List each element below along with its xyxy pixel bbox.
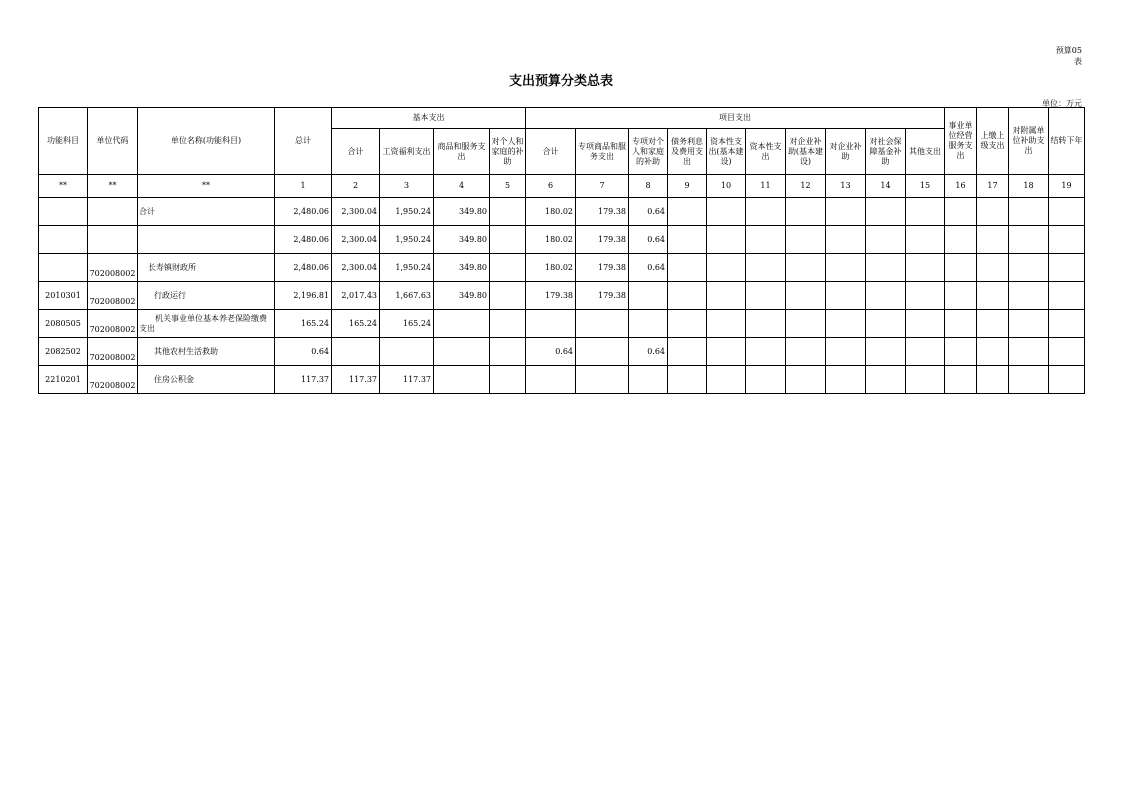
- func-subject-cell: [39, 198, 88, 226]
- index-cell: 19: [1049, 175, 1085, 198]
- value-cell: 0.64: [275, 338, 332, 366]
- value-cell: [380, 338, 434, 366]
- value-cell: [906, 338, 945, 366]
- value-cell: [746, 226, 786, 254]
- value-cell: [707, 338, 746, 366]
- index-cell: 16: [945, 175, 977, 198]
- table-body: [39, 198, 1085, 394]
- value-cell: [746, 338, 786, 366]
- value-cell: 180.02: [526, 254, 576, 282]
- header-tail-3: 结转下年: [1049, 108, 1085, 175]
- value-cell: [945, 282, 977, 310]
- value-cell: [629, 366, 668, 394]
- value-cell: [1049, 254, 1085, 282]
- header-tail-1: 上缴上级支出: [977, 108, 1009, 175]
- header-unit-name: 单位名称(功能科目): [138, 108, 275, 175]
- index-cell: 2: [332, 175, 380, 198]
- value-cell: [826, 254, 866, 282]
- unit-code-cell: [88, 226, 138, 254]
- value-cell: [906, 282, 945, 310]
- value-cell: 165.24: [380, 310, 434, 338]
- header-basic-0: 合计: [332, 129, 380, 175]
- header-project-8: 对社会保障基金补助: [866, 129, 906, 175]
- value-cell: [866, 310, 906, 338]
- value-cell: [707, 310, 746, 338]
- value-cell: [977, 338, 1009, 366]
- unit-code-cell: 702008002: [88, 338, 138, 366]
- header-project-7: 对企业补助: [826, 129, 866, 175]
- value-cell: [945, 310, 977, 338]
- index-cell: **: [88, 175, 138, 198]
- header-basic-3: 对个人和家庭的补助: [490, 129, 526, 175]
- value-cell: [332, 338, 380, 366]
- value-cell: [977, 198, 1009, 226]
- index-cell: 8: [629, 175, 668, 198]
- value-cell: [945, 226, 977, 254]
- table-row: [39, 338, 1085, 366]
- table-row: [39, 226, 1085, 254]
- unit-code-cell: 702008002: [88, 254, 138, 282]
- value-cell: [1009, 254, 1049, 282]
- header-basic-2: 商品和服务支出: [434, 129, 490, 175]
- unit-name-cell: 住房公积金: [138, 366, 275, 394]
- value-cell: [746, 254, 786, 282]
- value-cell: 349.80: [434, 226, 490, 254]
- func-subject-cell: [39, 226, 88, 254]
- value-cell: [906, 254, 945, 282]
- unit-name-cell: 合计: [138, 198, 275, 226]
- value-cell: [866, 226, 906, 254]
- value-cell: [526, 366, 576, 394]
- value-cell: 180.02: [526, 198, 576, 226]
- func-subject-cell: 2010301: [39, 282, 88, 310]
- value-cell: [786, 366, 826, 394]
- value-cell: 1,950.24: [380, 254, 434, 282]
- value-cell: [1049, 226, 1085, 254]
- value-cell: [490, 282, 526, 310]
- index-cell: 13: [826, 175, 866, 198]
- value-cell: 2,196.81: [275, 282, 332, 310]
- value-cell: [786, 254, 826, 282]
- value-cell: [668, 338, 707, 366]
- value-cell: [786, 226, 826, 254]
- value-cell: 179.38: [576, 254, 629, 282]
- value-cell: 2,300.04: [332, 254, 380, 282]
- value-cell: [576, 366, 629, 394]
- value-cell: [629, 310, 668, 338]
- value-cell: 2,480.06: [275, 198, 332, 226]
- header-func-subject: 功能科目: [39, 108, 88, 175]
- value-cell: 179.38: [576, 226, 629, 254]
- value-cell: [707, 198, 746, 226]
- index-cell: 12: [786, 175, 826, 198]
- value-cell: [977, 254, 1009, 282]
- value-cell: [746, 366, 786, 394]
- index-cell: 1: [275, 175, 332, 198]
- value-cell: [977, 310, 1009, 338]
- value-cell: [707, 226, 746, 254]
- value-cell: 179.38: [576, 282, 629, 310]
- value-cell: 0.64: [629, 226, 668, 254]
- value-cell: [945, 366, 977, 394]
- value-cell: [906, 366, 945, 394]
- value-cell: [826, 226, 866, 254]
- value-cell: [746, 282, 786, 310]
- unit-name-cell: 长寿镇财政所: [138, 254, 275, 282]
- value-cell: [490, 254, 526, 282]
- page-title: 支出预算分类总表: [508, 74, 613, 89]
- index-row: [39, 175, 1085, 198]
- value-cell: [1009, 282, 1049, 310]
- value-cell: [526, 310, 576, 338]
- func-subject-cell: 2210201: [39, 366, 88, 394]
- value-cell: [945, 198, 977, 226]
- value-cell: [866, 282, 906, 310]
- value-cell: [746, 198, 786, 226]
- value-cell: [490, 338, 526, 366]
- value-cell: [490, 198, 526, 226]
- unit-name-cell: 行政运行: [138, 282, 275, 310]
- index-cell: **: [39, 175, 88, 198]
- value-cell: 2,300.04: [332, 226, 380, 254]
- value-cell: [1009, 338, 1049, 366]
- table-row: [39, 282, 1085, 310]
- func-subject-cell: [39, 254, 88, 282]
- header-project-9: 其他支出: [906, 129, 945, 175]
- value-cell: [786, 310, 826, 338]
- value-cell: [786, 338, 826, 366]
- value-cell: 165.24: [275, 310, 332, 338]
- index-cell: 7: [576, 175, 629, 198]
- value-cell: 0.64: [629, 198, 668, 226]
- value-cell: [1049, 310, 1085, 338]
- value-cell: [1049, 198, 1085, 226]
- index-cell: 14: [866, 175, 906, 198]
- header-project-0: 合计: [526, 129, 576, 175]
- value-cell: [786, 282, 826, 310]
- value-cell: [668, 198, 707, 226]
- value-cell: [1009, 198, 1049, 226]
- value-cell: [826, 366, 866, 394]
- func-subject-cell: 2080505: [39, 310, 88, 338]
- value-cell: [576, 338, 629, 366]
- value-cell: 2,480.06: [275, 254, 332, 282]
- value-cell: [786, 198, 826, 226]
- index-cell: 3: [380, 175, 434, 198]
- value-cell: 117.37: [332, 366, 380, 394]
- header-tail-2: 对附属单位补助支出: [1009, 108, 1049, 175]
- unit-name-cell: 其他农村生活救助: [138, 338, 275, 366]
- value-cell: [707, 254, 746, 282]
- unit-code-cell: 702008002: [88, 282, 138, 310]
- value-cell: [977, 366, 1009, 394]
- index-cell: 18: [1009, 175, 1049, 198]
- value-cell: [1009, 310, 1049, 338]
- value-cell: [1049, 366, 1085, 394]
- value-cell: [746, 310, 786, 338]
- header-basic-group: 基本支出: [332, 108, 526, 129]
- header-project-5: 资本性支出: [746, 129, 786, 175]
- value-cell: [668, 226, 707, 254]
- value-cell: 2,017.43: [332, 282, 380, 310]
- header-unit-code: 单位代码: [88, 108, 138, 175]
- value-cell: [629, 282, 668, 310]
- value-cell: [1009, 226, 1049, 254]
- value-cell: [668, 366, 707, 394]
- value-cell: 180.02: [526, 226, 576, 254]
- value-cell: [1049, 282, 1085, 310]
- header-project-group: 项目支出: [526, 108, 945, 129]
- value-cell: 2,480.06: [275, 226, 332, 254]
- index-cell: 17: [977, 175, 1009, 198]
- index-cell: 10: [707, 175, 746, 198]
- value-cell: [826, 310, 866, 338]
- value-cell: [434, 366, 490, 394]
- value-cell: 179.38: [576, 198, 629, 226]
- value-cell: [977, 226, 1009, 254]
- value-cell: [668, 282, 707, 310]
- unit-name-cell: [138, 226, 275, 254]
- table-row: [39, 198, 1085, 226]
- func-subject-cell: 2082502: [39, 338, 88, 366]
- index-cell: 6: [526, 175, 576, 198]
- index-cell: 15: [906, 175, 945, 198]
- unit-code-cell: 702008002: [88, 366, 138, 394]
- table-row: [39, 254, 1085, 282]
- table-row: [39, 366, 1085, 394]
- header-total: 总计: [275, 108, 332, 175]
- value-cell: [490, 226, 526, 254]
- value-cell: [866, 338, 906, 366]
- header-project-3: 债务利息及费用支出: [668, 129, 707, 175]
- value-cell: [1049, 338, 1085, 366]
- value-cell: [866, 366, 906, 394]
- value-cell: 117.37: [275, 366, 332, 394]
- index-cell: 5: [490, 175, 526, 198]
- header-project-6: 对企业补助(基本建设): [786, 129, 826, 175]
- index-cell: **: [138, 175, 275, 198]
- value-cell: [977, 282, 1009, 310]
- index-cell: 11: [746, 175, 786, 198]
- value-cell: [826, 282, 866, 310]
- header-tail-0: 事业单位经营服务支出: [945, 108, 977, 175]
- value-cell: [826, 338, 866, 366]
- value-cell: [490, 366, 526, 394]
- value-cell: [576, 310, 629, 338]
- value-cell: [707, 282, 746, 310]
- unit-code-cell: 702008002: [88, 310, 138, 338]
- index-cell: 4: [434, 175, 490, 198]
- value-cell: [434, 338, 490, 366]
- value-cell: 165.24: [332, 310, 380, 338]
- value-cell: 1,667.63: [380, 282, 434, 310]
- header-project-2: 专项对个人和家庭的补助: [629, 129, 668, 175]
- value-cell: 349.80: [434, 254, 490, 282]
- form-number: [1052, 45, 1082, 67]
- value-cell: 179.38: [526, 282, 576, 310]
- value-cell: [668, 310, 707, 338]
- value-cell: 1,950.24: [380, 198, 434, 226]
- budget-table: [38, 107, 1085, 394]
- value-cell: [866, 198, 906, 226]
- value-cell: [434, 310, 490, 338]
- value-cell: 2,300.04: [332, 198, 380, 226]
- form-number-line2: 表: [1074, 57, 1082, 66]
- value-cell: [906, 310, 945, 338]
- value-cell: 117.37: [380, 366, 434, 394]
- header-project-4: 资本性支出(基本建设): [707, 129, 746, 175]
- unit-label: 单位：万元: [1042, 99, 1082, 108]
- header-project-1: 专项商品和服务支出: [576, 129, 629, 175]
- value-cell: 349.80: [434, 282, 490, 310]
- index-cell: 9: [668, 175, 707, 198]
- value-cell: [906, 226, 945, 254]
- value-cell: [866, 254, 906, 282]
- value-cell: [707, 366, 746, 394]
- value-cell: [668, 254, 707, 282]
- table-row: [39, 310, 1085, 338]
- value-cell: [945, 338, 977, 366]
- unit-code-cell: [88, 198, 138, 226]
- value-cell: 0.64: [629, 338, 668, 366]
- form-number-line1: 预算05: [1055, 46, 1082, 55]
- value-cell: 1,950.24: [380, 226, 434, 254]
- value-cell: [906, 198, 945, 226]
- value-cell: [826, 198, 866, 226]
- value-cell: [945, 254, 977, 282]
- value-cell: 349.80: [434, 198, 490, 226]
- value-cell: 0.64: [526, 338, 576, 366]
- header-basic-1: 工资福利支出: [380, 129, 434, 175]
- value-cell: [490, 310, 526, 338]
- value-cell: 0.64: [629, 254, 668, 282]
- unit-name-cell: 机关事业单位基本养老保险缴费支出: [138, 310, 275, 338]
- value-cell: [1009, 366, 1049, 394]
